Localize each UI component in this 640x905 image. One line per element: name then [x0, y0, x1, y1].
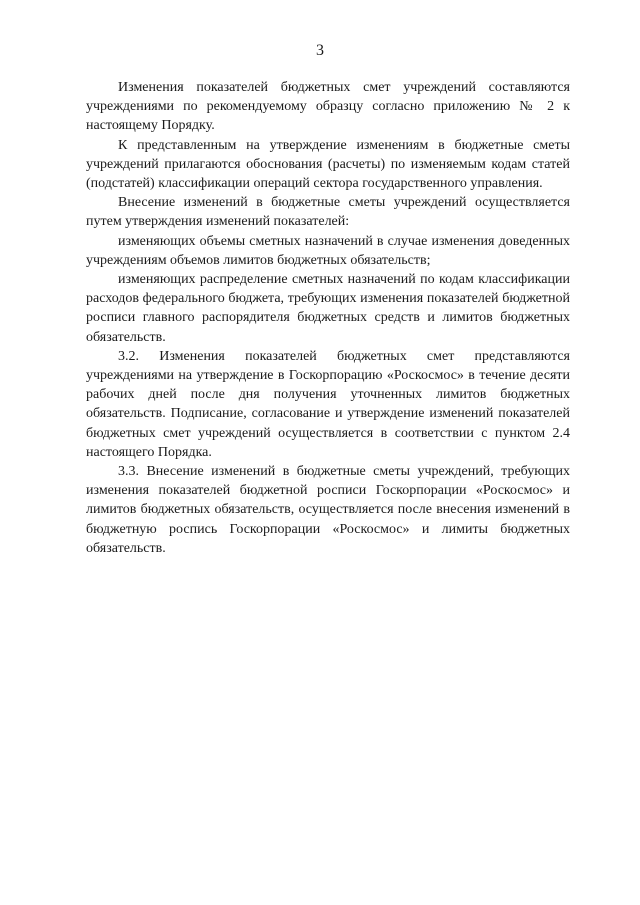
- paragraph-section-3-3: 3.3. Внесение изменений в бюджетные сметы учреждений, требующих изменения показателей бюджетной росписи Госкорпорации «Роскосмос» и лимитов бюджетных обязательств, осуществляется после внесения изменений в бюджетную роспись Госкорпорации «Роскосмос» и лимиты бюджетных обязательств.: [86, 464, 570, 556]
- paragraph-changing-volumes: изменяющих объемы сметных назначений в случае изменения доведенных учреждениям объемов лимитов бюджетных обязательств;: [86, 233, 570, 268]
- paragraph-changes-composition: Изменения показателей бюджетных смет учреждений составляются учреждениями по рекомендуемому образцу согласно приложению № 2 к настоящему Порядку.: [86, 80, 570, 134]
- document-body: [86, 78, 570, 558]
- paragraph-justifications: К представленным на утверждение изменениям в бюджетные сметы учреждений прилагаются обоснования (расчеты) по изменяемым кодам статей (подстатей) классификации операций сектора государственного управления.: [86, 137, 570, 192]
- paragraph-changing-distribution: изменяющих распределение сметных назначений по кодам классификации расходов федерального бюджета, требующих изменения показателей бюджетной росписи главного распорядителя бюджетных средств и лимитов бюджетных обязательств.: [86, 272, 570, 345]
- paragraph-section-3-2: 3.2. Изменения показателей бюджетных смет представляются учреждениями на утверждение в Госкорпорацию «Роскосмос» в течение десяти рабочих дней после дня получения уточненных лимитов бюджетных обязательств. Подписание, согласование и утверждение изменений показателей бюджетных смет учреждений осуществляется в соответствии с пунктом 2.4 настоящего Порядка.: [86, 348, 570, 460]
- paragraph-changes-procedure: Внесение изменений в бюджетные сметы учреждений осуществляется путем утверждения изменений показателей:: [86, 195, 570, 230]
- page-number: 3: [316, 42, 324, 59]
